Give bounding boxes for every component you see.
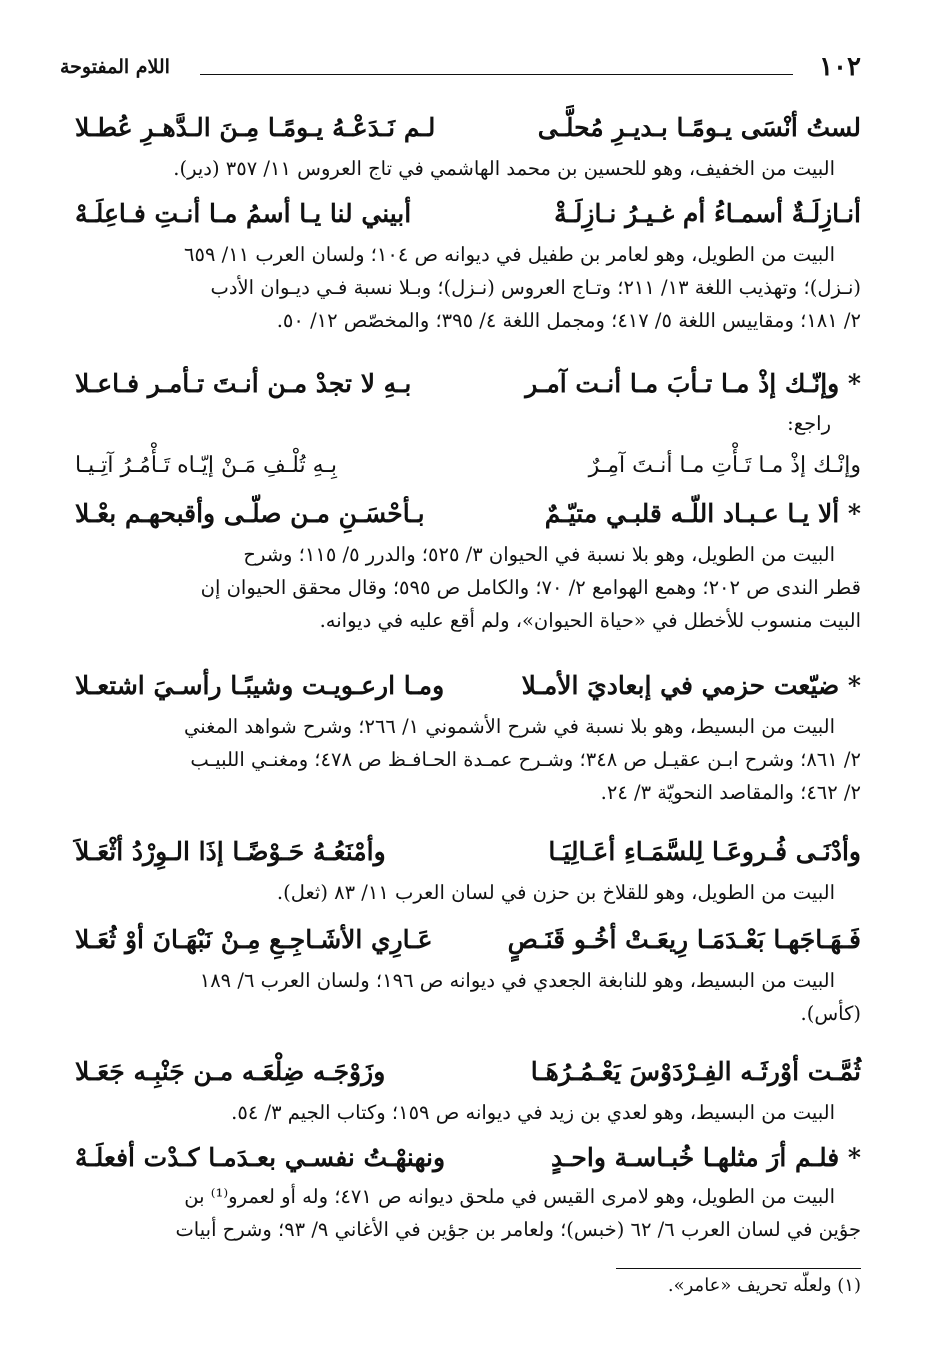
- verse: [75, 1136, 861, 1180]
- note-line: البيت من الطويل، وهو بلا نسبة في الحيوان ٣/ ٥٢٥؛ والدرر ٥/ ١١٥؛ وشرح: [243, 543, 835, 566]
- verse-second-hemistich: وأمْنَعُـهُ حَـوْضًـا إذَا الـوِرْدُ أثْعَـلاَ: [75, 837, 386, 866]
- verse-note: [75, 876, 861, 909]
- footnote-rule: [616, 1268, 861, 1269]
- note-line: البيت من البسيط، وهو لعدي بن زيد في ديوانه ص ١٥٩؛ وكتاب الجيم ٣/ ٥٤.: [231, 1101, 835, 1124]
- verse-first-hemistich: ثُمَّـت أوْرثَـه الفِـرْدَوْسَ يَعْـمُـرُهَـا: [530, 1057, 861, 1086]
- verse-first-hemistich: وأدْنَـى فُـروعَـا لِلسَّمَـاءِ أعَـالِيَـا: [548, 837, 861, 866]
- note-line: جؤين في لسان العرب ٦/ ٦٢ (خبس)؛ ولعامر بن جؤين في الأغاني ٩/ ٩٣؛ وشرح أبيات: [175, 1218, 861, 1241]
- note-line: ٢/ ١٨١؛ ومقاييس اللغة ٥/ ٤١٧؛ ومجمل اللغة ٤/ ٣٩٥؛ والمخصّص ١٢/ ٥٠.: [276, 309, 861, 332]
- verse-second-hemistich: ونهنهْـتُ نفسـي بعـدَمـا كـدْت أفعلَـهْ: [75, 1143, 446, 1172]
- verse-second-hemistich: بـهِ لا تجدْ مـن أنـتَ تـأمـر فـاعـلا: [75, 369, 412, 398]
- footnote: (١) ولعلّه تحريف «عامر».: [667, 1275, 861, 1296]
- verse: [75, 918, 861, 962]
- note-line: البيت من الطويل، وهو للقلاخ بن حزن في لسان العرب ١١/ ٨٣ (ثعل).: [276, 881, 835, 904]
- note-line: البيت من الطويل، وهو لعامر بن طفيل في ديوانه ص ١٠٤؛ ولسان العرب ١١/ ٦٥٩: [184, 243, 835, 266]
- note-line: ٢/ ٨٦١؛ وشرح ابـن عقيـل ص ٣٤٨؛ وشـرح عمـدة الحـافـظ ص ٤٧٨؛ ومغنـي اللبيـب: [190, 748, 861, 771]
- verse-note: [75, 538, 861, 637]
- verse-second-hemistich: لـم نَـدَعْـهُ يـومًـا مِـنَ الـدَّهـرِ عُطـلا: [75, 113, 436, 142]
- verse-note: [75, 1096, 861, 1129]
- verse-second-hemistich: بِـهِ تُلْـفِ مَـنْ إيّـاه تَـأْمُـرُ آتِـيـا: [75, 453, 337, 478]
- verse-second-hemistich: وزَوْجَـه ضِلْعَـه مـن جَنْبِـه جَعَـلا: [75, 1057, 386, 1086]
- note-line: ٢/ ٤٦٢؛ والمقاصد النحويّة ٣/ ٢٤.: [600, 781, 861, 804]
- page-header: [60, 52, 861, 86]
- verse: [75, 192, 861, 236]
- verse-second-hemistich: أبيني لنا يـا أسمُ مـا أنـتِ فـاعِلَـهْ: [75, 199, 412, 228]
- verse: [75, 1050, 861, 1094]
- verse-first-hemistich: لستُ أنْسَى يـومًـا بـديـرِ مُحلَّـى: [537, 113, 861, 142]
- page-number: ١٠٢: [819, 52, 861, 82]
- verse-second-hemistich: عَـارِي الأشَـاجِـعِ مِـنْ نَبْهَـانَ أوْ ثُعَـلا: [75, 925, 433, 954]
- note-line: (كأس).: [800, 1002, 861, 1025]
- note-line: البيت من الخفيف، وهو للحسين بن محمد الهاشمي في تاج العروس ١١/ ٣٥٧ (دير).: [173, 157, 835, 180]
- verse-first-hemistich: * ألا يـا عـبـاد اللّـه قلبـي متيّـمٌ: [544, 499, 861, 528]
- verse-first-hemistich: * فلـم أرَ مثلهـا خُبـاسـة واحـدٍ: [550, 1143, 861, 1172]
- note-line: البيت من البسيط، وهو بلا نسبة في شرح الأشموني ١/ ٢٦٦؛ وشرح شواهد المغني: [184, 715, 835, 738]
- verse-first-hemistich: أنـازِلَـةٌ أسمـاءُ أم غـيـرُ نـازِلَـةْ: [554, 199, 861, 228]
- verse-note: [75, 1180, 861, 1246]
- verse: [75, 106, 861, 150]
- verse: [75, 830, 861, 874]
- verse-note: [75, 238, 861, 337]
- note-line: (نـزل)؛ وتهذيب اللغة ١٣/ ٢١١؛ وتـاج العروس (نـزل)؛ وبـلا نسبة فـي ديـوان الأدب: [210, 276, 861, 299]
- verse: [75, 664, 861, 708]
- note-line: البيت من الطويل، وهو لامرى القيس في ملحق ديوانه ص ٤٧١؛ وله أو لعمرو⁽¹⁾ بن: [184, 1185, 835, 1208]
- verse-note: [75, 710, 861, 809]
- see-also-label: راجع:: [787, 412, 831, 435]
- note-line: البيت منسوب للأخطل في «حياة الحيوان»، ولم أقع عليه في ديوانه.: [319, 609, 861, 632]
- verse: [75, 492, 861, 536]
- verse: [75, 362, 861, 406]
- verse-first-hemistich: * ضيّعت حزمي في إبعاديَ الأمـلا: [521, 671, 861, 700]
- verse-first-hemistich: فَـهَـاجَهـا بَعْـدَمَـا رِيعَـتْ أخُـو قَنَـصٍ: [507, 925, 861, 954]
- note-line: قطر الندى ص ٢٠٢؛ وهمع الهوامع ٢/ ٧٠؛ والكامل ص ٥٩٥؛ وقال محقق الحيوان إن: [200, 576, 861, 599]
- verse-note: [75, 964, 861, 1030]
- verse-second-hemistich: ومـا ارعـويـت وشيبًـا رأسـيَ اشتعـلا: [75, 671, 445, 700]
- verse-first-hemistich: وإنْـك إذْ مـا تَـأْتِ مـا أنـتَ آمِـرٌ: [588, 453, 861, 478]
- verse-second-hemistich: بـأحْسَـنِ مـن صلّـى وأقبحهـم بعْـلا: [75, 499, 425, 528]
- note-line: البيت من البسيط، وهو للنابغة الجعدي في ديوانه ص ١٩٦؛ ولسان العرب ٦/ ١٨٩: [199, 969, 835, 992]
- running-title: اللام المفتوحة: [60, 56, 170, 78]
- header-rule: [200, 74, 793, 75]
- verse: [75, 444, 861, 488]
- verse-note: [75, 152, 861, 185]
- verse-first-hemistich: * وإنّـك إذْ مـا تـأبَ مـا أنـت آمـر: [525, 369, 861, 398]
